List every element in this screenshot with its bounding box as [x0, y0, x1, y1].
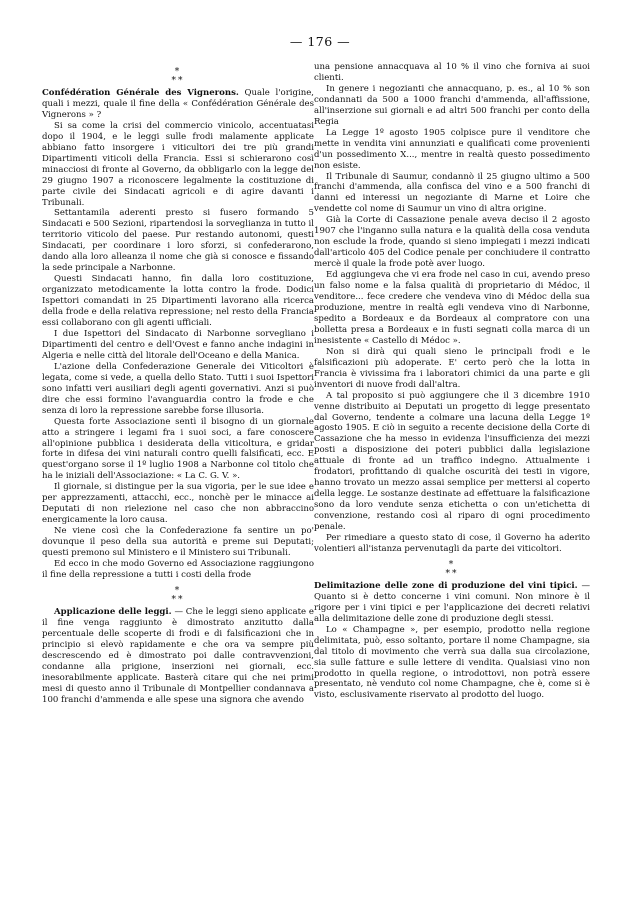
paragraph: Questa forte Associazione sentì il bisogno di un giornale atto a stringere i legami fra i suoi soci, a fare conoscere all'opinione pubblica i desiderata della viticoltura, e gridar forte in difesa dei vini naturali contro quelli falsificati, ecc. E quest'organo sorse il 1º luglio 1908 a Narbonne col titolo che ha le iniziali dell'Associazione: « La C. G. V. ».: [42, 416, 314, 482]
paragraph: Settantamila aderenti presto si fusero formando 5 Sindacati e 500 Sezioni, ripartendosi la sorveglianza in tutto il territorio viticolo del paese. Pur restando autonomi, questi Sindacati, per coordinare i loro sforzi, si confederarono, dando alla loro alleanza il nome che già si conosce e fissando la sede principale a Narbonne.: [42, 208, 314, 274]
paragraph: Per rimediare a questo stato di cose, il Governo ha aderito volentieri all'istanza pervenutagli da parte dei viticoltori.: [314, 532, 590, 554]
paragraph: A tal proposito si può aggiungere che il 3 dicembre 1910 venne distribuito ai Deputati un progetto di legge presentato dal Governo, tendente a colmare una lacuna della Legge 1º agosto 1905. E ciò in seguito a recente decisione della Corte di Cassazione che ha messo in evidenza l'insufficienza dei mezzi posti a disposizione dei poteri pubblici dalla legislazione attuale di fronte ad un traffico indegno. Attualmente i frodatori, profittando di qualche oscurità dei testi in vigore, hanno trovato un mezzo assai semplice per mettersi al coperto della legge. Le sostanze destinate ad effettuare la falsificazione sono da loro vendute senza etichetta o con un'etichetta di convenzione, restando così al riparo di ogni procedimento penale.: [314, 390, 590, 533]
paragraph: Lo « Champagne », per esempio, prodotto nella regione delimitata, può, esso soltanto, portare il nome Champagne, sia dal titolo di movimento che verrà sua dalla sua circolazione, sia sulle fatture e sulle lettere di vendita. Qualsiasi vino non prodotto in quella regione, o introdottovi, non potrà essere presentato, nè venduto col nome Champagne, che è, come si è visto, esclusivamente riservato al prodotto del luogo.: [314, 624, 590, 701]
section-stars: * **: [171, 67, 185, 86]
paragraph: Il Tribunale di Saumur, condannò il 25 giugno ultimo a 500 franchi d'ammenda, alla confisca del vino e a 500 franchi di danni ed interessi un negoziante di Marne et Loire che vendette col nome di Saumur un vino di altra origine.: [314, 171, 590, 215]
section-heading: Delimitazione delle zone di produzione del vini tipici.: [314, 580, 578, 591]
paragraph: Ne viene così che la Confederazione fa sentire un po' dovunque il peso della sua autorità e preme sui Deputati; questi premono sul Ministero e il Ministero sui Tribunali.: [42, 526, 314, 559]
paragraph: Delimitazione delle zone di produzione del vini tipici. — Quanto si è detto concerne i vini comuni. Non minore è il rigore per i vini tipici e per l'applicazione dei decreti relativi alla delimitazione delle zone di produzione degli stessi.: [314, 580, 590, 624]
paragraph: Questi Sindacati hanno, fin dalla loro costituzione, organizzato metodicamente la lotta contro la frode. Dodici Ispettori comandati in 25 Dipartimenti lavorano alla ricerca della frode e della relativa repressione; nel resto della Francia essi collaborano con gli agenti ufficiali.: [42, 274, 314, 329]
paragraph: Confédération Générale des Vignerons. Quale l'origine, quali i mezzi, quale il fine della « Confédération Générale des Vignerons » ?: [42, 88, 314, 120]
paragraph: In genere i negozianti che annacquano, p. es., al 10 % son condannati da 500 a 1000 franchi d'ammenda, all'affissione, all'inserzione sui giornali e ad altri 500 franchi per conto della Regia: [314, 83, 590, 127]
section-heading: Applicazione delle leggi.: [54, 606, 172, 617]
left-column: [42, 62, 314, 705]
paragraph: Applicazione delle leggi. — Che le leggi sieno applicate e il fine venga raggiunto è dimostrato anzitutto dalla percentuale delle scoperte di frodi e di falsificazioni che in principio si elevò rapidamente e che ora va sempre più descrescendo ed è dimostrato poi dalle contravvenzioni, condanne alla prigione, inserzioni nei giornali, ecc. inesorabilmente applicate. Basterà citare qui che nei primi mesi di questo anno il Tribunale di Montpellier condannava a 100 franchi d'ammenda e alle spese una signora che avendo: [42, 606, 314, 705]
right-column: [314, 62, 590, 701]
paragraph: Non si dirà qui quali sieno le principali frodi e le falsificazioni più adoperate. E' certo però che la lotta in Francia è vivissima fra i laboratori chimici da una parte e gli inventori di nuove frodi dall'altra.: [314, 346, 590, 390]
paragraph: L'azione della Confederazione Generale dei Viticoltori è legata, come si vede, a quella dello Stato. Tutti i suoi Ispettori sono infatti veri ausiliari degli agenti governativi. Anzi si può dire che essi formino l'avanguardia contro la frode e che senza di loro la repressione sarebbe forse illusoria.: [42, 361, 314, 416]
section-stars: * **: [445, 559, 459, 579]
paragraph: Ed ecco in che modo Governo ed Associazione raggiungono il fine della repressione a tutti i costi della frode: [42, 558, 314, 580]
paragraph: La Legge 1º agosto 1905 colpisce pure il venditore che mette in vendita vini annunziati e qualificati come provenienti d'un possedimento X..., mentre in realtà questo possedimento non esiste.: [314, 127, 590, 171]
page-number: — 176 —: [289, 34, 351, 49]
section-stars: * **: [171, 585, 185, 605]
paragraph: Ed aggiungeva che vi era frode nel caso in cui, avendo preso un falso nome e la falsa qualità di proprietario di Médoc, il venditore... fece credere che vendeva vino di Médoc della sua produzione, mentre in realtà egli vendeva vino di Narbonne, spedito a Bordeaux e da Bordeaux al compratore con una bolletta presa a Bordeaux e in fusti segnati colla marca di un inesistente « Castello di Médoc ».: [314, 270, 590, 346]
paragraph: una pensione annacquava al 10 % il vino che forniva ai suoi clienti.: [314, 62, 590, 83]
section-heading: Confédération Générale des Vignerons.: [42, 88, 239, 98]
paragraph: I due Ispettori del Sindacato di Narbonne sorvegliano i Dipartimenti del centro e dell'Ovest e fanno anche indagini in Algeria e nelle città del litorale dell'Oceano e della Manica.: [42, 328, 314, 361]
paragraph: Si sa come la crisi del commercio vinicolo, accentuatasi dopo il 1904, e le leggi sulle frodi malamente applicate abbiano fatto insorgere i viticultori dei tre più grandi Dipartimenti viticoli della Francia. Essi si schierarono così minacciosi di fronte al Governo, da obbligarlo con la legge del 29 giugno 1907 a riconoscere legalmente la costituzione di parte civile dei Sindacati agricoli e di agire davanti i Tribunali.: [42, 120, 314, 208]
paragraph: Già la Corte di Cassazione penale aveva deciso il 2 agosto 1907 che l'inganno sulla natura e la qualità della cosa venduta non esclude la frode, quando si sieno impiegati i mezzi indicati dall'articolo 405 del Codice penale per conchiudere il contratto mercè il quale la frode potè aver luogo.: [314, 215, 590, 270]
paragraph: Il giornale, si distingue per la sua vigoria, per le sue idee e per apprezzamenti, attacchi, ecc., nonchè per le minacce ai Deputati di non rielezione nel caso che non abbraccino energicamente la loro causa.: [42, 482, 314, 526]
